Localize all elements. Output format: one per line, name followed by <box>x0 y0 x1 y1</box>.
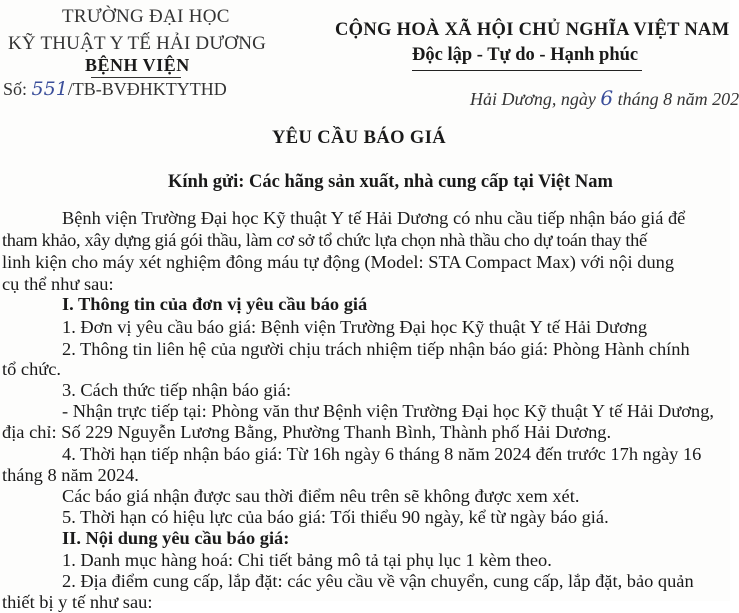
body-line: 1. Đơn vị yêu cầu báo giá: Bệnh viện Trường Đại học Kỹ thuật Y tế Hải Dương <box>62 317 648 337</box>
org-name-line3: BỆNH VIỆN <box>85 55 190 75</box>
document-number <box>3 78 227 100</box>
date-line <box>470 86 739 110</box>
national-motto: Độc lập - Tự do - Hạnh phúc <box>412 45 639 65</box>
body-line: 3. Cách thức tiếp nhận báo giá: <box>62 380 292 400</box>
body-line: cụ thể như sau: <box>2 274 114 294</box>
org-name-line1: TRƯỜNG ĐẠI HỌC <box>62 6 230 27</box>
body-line: Bệnh viện Trường Đại học Kỹ thuật Y tế Hải Dương có nhu cầu tiếp nhận báo giá để <box>62 208 686 228</box>
doc-no-suffix: /TB-BVĐHKTYTHD <box>67 79 227 99</box>
body-line: tham khảo, xây dựng giá gói thầu, làm cơ sở tổ chức lựa chọn nhà thầu cho dự toán thay thế <box>2 230 647 250</box>
motto-underline <box>412 70 642 71</box>
date-day-handwritten: 6 <box>600 86 614 110</box>
body-line: 2. Thông tin liên hệ của người chịu trách nhiệm tiếp nhận báo giá: Phòng Hành chính <box>62 339 690 359</box>
body-line: - Nhận trực tiếp tại: Phòng văn thư Bệnh viện Trường Đại học Kỹ thuật Y tế Hải Dương, <box>62 401 714 421</box>
document-title: YÊU CẦU BÁO GIÁ <box>272 128 447 148</box>
body-line: 1. Danh mục hàng hoá: Chi tiết bảng mô tả tại phụ lục 1 kèm theo. <box>62 550 552 570</box>
body-line: 5. Thời hạn có hiệu lực của báo giá: Tối thiểu 90 ngày, kể từ ngày báo giá. <box>62 507 609 527</box>
body-line: địa chỉ: Số 229 Nguyễn Lương Bằng, Phường Thanh Bình, Thành phố Hải Dương. <box>2 422 612 442</box>
body-line: 4. Thời hạn tiếp nhận báo giá: Từ 16h ngày 6 tháng 8 năm 2024 đến trước 17h ngày 16 <box>62 444 702 464</box>
section-heading-1: I. Thông tin của đơn vị yêu cầu báo giá <box>62 294 368 314</box>
doc-no-handwritten: 551 <box>31 78 68 100</box>
date-suffix: tháng 8 năm 202 <box>617 89 739 109</box>
date-prefix: Hải Dương, ngày <box>470 89 596 109</box>
section-heading-2: II. Nội dung yêu cầu báo giá: <box>62 528 290 548</box>
body-line: tổ chức. <box>2 359 61 379</box>
body-line: thiết bị y tế như sau: <box>2 592 153 612</box>
salutation: Kính gửi: Các hãng sản xuất, nhà cung cấp tại Việt Nam <box>168 172 613 192</box>
org-name-line2: KỸ THUẬT Y TẾ HẢI DƯƠNG <box>8 33 267 54</box>
body-line: Các báo giá nhận được sau thời điểm nêu trên sẽ không được xem xét. <box>62 486 580 506</box>
body-line: tháng 8 năm 2024. <box>2 465 139 485</box>
doc-no-label: Số: <box>3 79 28 99</box>
national-title: CỘNG HOÀ XÃ HỘI CHỦ NGHĨA VIỆT NAM <box>335 20 730 40</box>
body-line: linh kiện cho máy xét nghiệm đông máu tự động (Model: STA Compact Max) với nội dung <box>2 252 675 272</box>
body-line: 2. Địa điểm cung cấp, lắp đặt: các yêu cầu về vận chuyển, cung cấp, lắp đặt, bảo quản <box>62 571 694 591</box>
